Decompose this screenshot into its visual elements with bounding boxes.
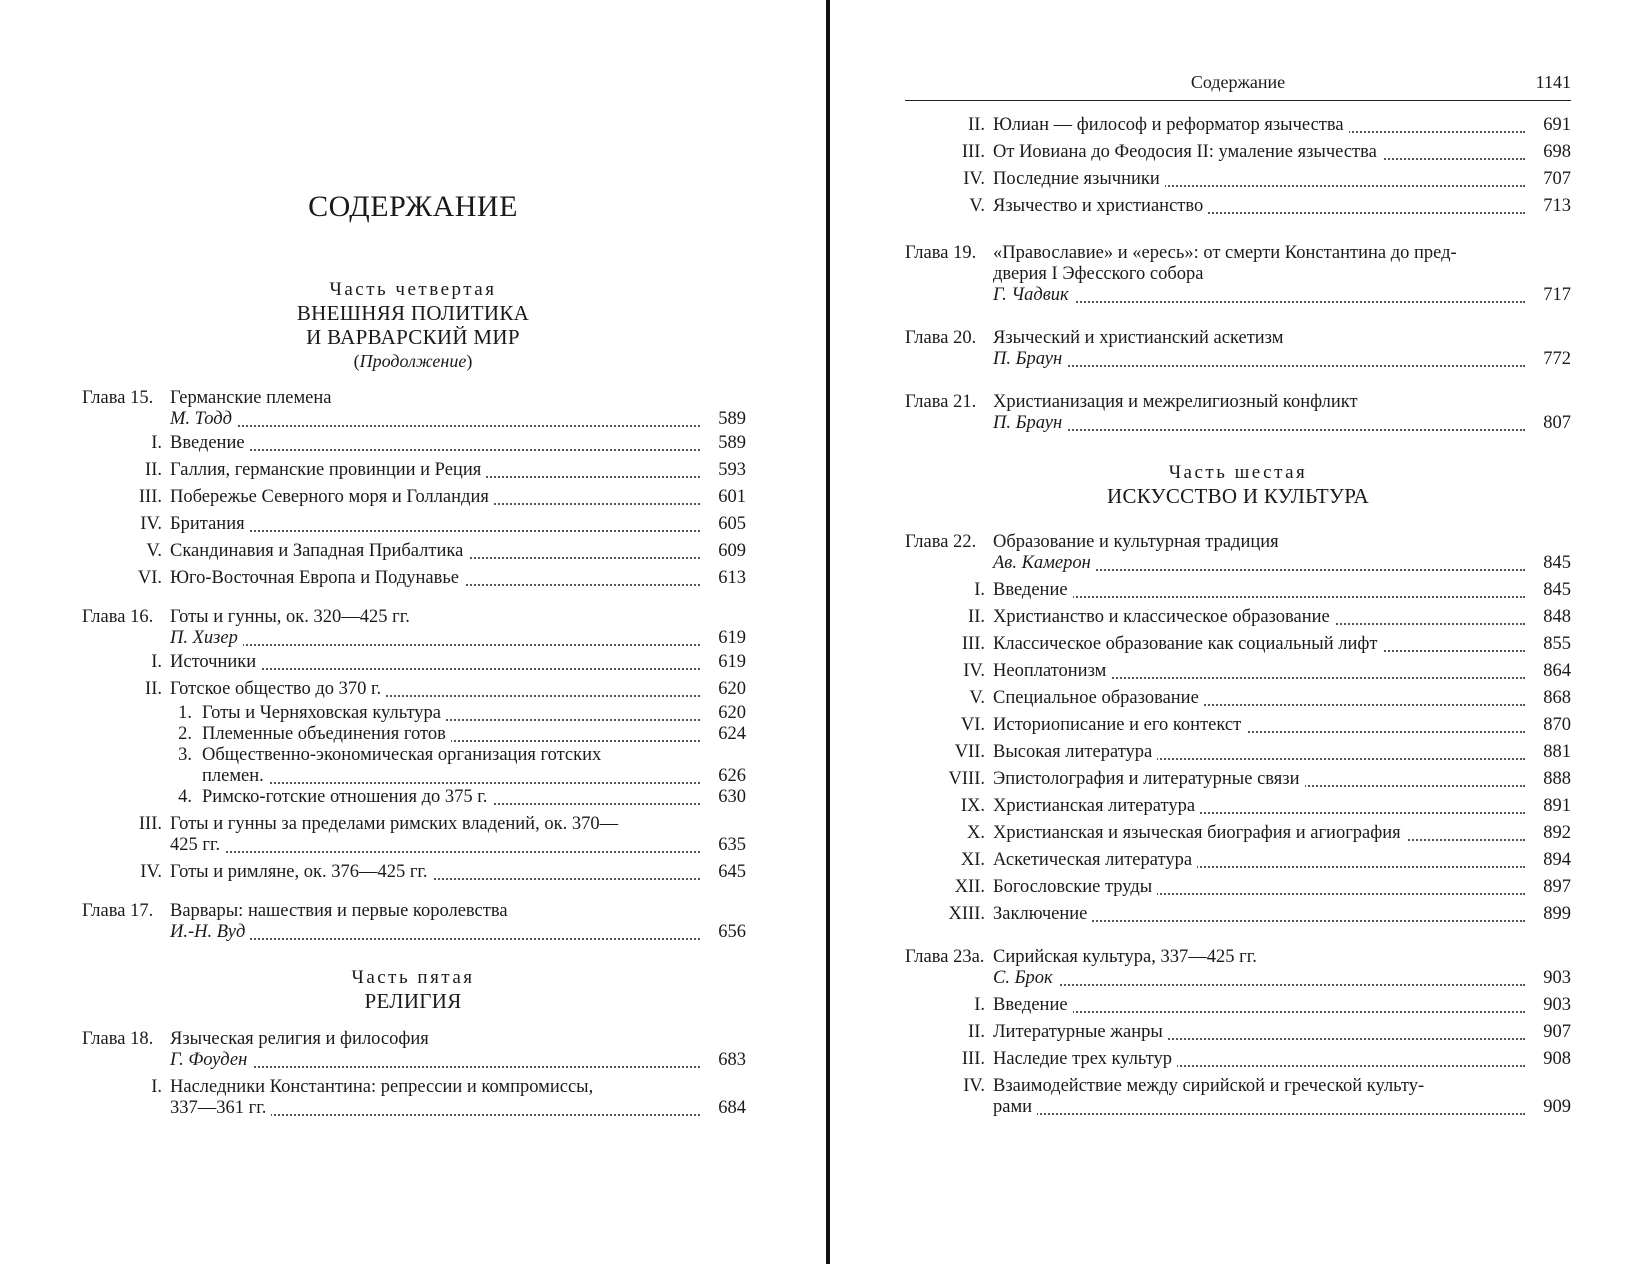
toc-item[interactable]: III. Побережье Северного моря и Голландия 601 — [82, 487, 746, 508]
chapter-19-author[interactable]: Г. Чадвик 717 — [905, 285, 1571, 306]
toc-item[interactable]: I. Наследники Константина: репрессии и компромиссы, 337—361 гг. 684 — [82, 1077, 746, 1119]
toc-subitem[interactable]: 1. Готы и Черняховская культура 620 — [82, 703, 746, 724]
toc-item[interactable]: II. Литературные жанры 907 — [905, 1022, 1571, 1043]
page-title: СОДЕРЖАНИЕ — [308, 190, 518, 223]
toc-item[interactable]: II. Юлиан — философ и реформатор язычества 691 — [905, 115, 1571, 136]
toc-subitem[interactable]: 3. Общественно-экономическая организация готских племен. 626 — [82, 745, 746, 787]
toc-item[interactable]: I. Источники 619 — [82, 652, 746, 673]
part4-title-line2: И ВАРВАРСКИЙ МИР — [306, 325, 520, 349]
toc-item[interactable]: IV. Последние язычники 707 — [905, 169, 1571, 190]
part6-heading — [905, 462, 1571, 508]
toc-item[interactable]: VI. Историописание и его контекст 870 — [905, 715, 1571, 736]
toc-left — [82, 388, 746, 1119]
chapter-23a-title[interactable]: Глава 23а. Сирийская культура, 337—425 гг. — [905, 947, 1571, 968]
toc-item[interactable]: III. Классическое образование как социальный лифт 855 — [905, 634, 1571, 655]
toc-item[interactable]: XI. Аскетическая литература 894 — [905, 850, 1571, 871]
part5-label: Часть пятая — [351, 967, 475, 988]
chapter-15-author[interactable]: М. Тодд 589 — [82, 409, 746, 430]
toc-item[interactable]: XIII. Заключение 899 — [905, 904, 1571, 925]
toc-item[interactable]: II. Христианство и классическое образование 848 — [905, 607, 1571, 628]
toc-right — [905, 115, 1571, 1118]
part6-title: ИСКУССТВО И КУЛЬТУРА — [1107, 484, 1369, 508]
toc-item[interactable]: II. Галлия, германские провинции и Реция 593 — [82, 460, 746, 481]
chapter-16-title[interactable]: Глава 16. Готы и гунны, ок. 320—425 гг. — [82, 607, 746, 628]
part4-continuation: (Продолжение) — [353, 351, 473, 371]
chapter-22-title[interactable]: Глава 22. Образование и культурная традиция — [905, 532, 1571, 553]
toc-item[interactable]: VIII. Эпистолография и литературные связи 888 — [905, 769, 1571, 790]
chapter-15-title[interactable]: Глава 15. Германские племена — [82, 388, 746, 409]
toc-item[interactable]: XII. Богословские труды 897 — [905, 877, 1571, 898]
chapter-21-author[interactable]: П. Браун 807 — [905, 413, 1571, 434]
chapter-19-title[interactable]: Глава 19. «Православие» и «ересь»: от смерти Константина до пред- дверия I Эфесского собора — [905, 243, 1457, 284]
toc-item[interactable]: IV. Взаимодействие между сирийской и греческой культу- рами 909 — [905, 1076, 1571, 1118]
part6-label: Часть шестая — [1168, 462, 1308, 483]
toc-item[interactable]: X. Христианская и языческая биография и агиография 892 — [905, 823, 1571, 844]
chapter-18-author[interactable]: Г. Фоуден 683 — [82, 1050, 746, 1071]
running-title: Содержание — [1190, 72, 1286, 92]
right-page — [830, 0, 1651, 1264]
toc-item[interactable]: VII. Высокая литература 881 — [905, 742, 1571, 763]
part4-heading — [0, 279, 826, 373]
toc-item[interactable]: IV. Британия 605 — [82, 514, 746, 535]
chapter-20-author[interactable]: П. Браун 772 — [905, 349, 1571, 370]
toc-item[interactable]: V. Язычество и христианство 713 — [905, 196, 1571, 217]
toc-item[interactable]: IV. Готы и римляне, ок. 376—425 гг. 645 — [82, 862, 746, 883]
chapter-16-author[interactable]: П. Хизер 619 — [82, 628, 746, 649]
toc-item[interactable]: IV. Неоплатонизм 864 — [905, 661, 1571, 682]
toc-item[interactable]: V. Специальное образование 868 — [905, 688, 1571, 709]
part4-label: Часть четвертая — [329, 279, 497, 300]
toc-item[interactable]: I. Введение 845 — [905, 580, 1571, 601]
toc-item[interactable]: III. Готы и гунны за пределами римских владений, ок. 370— 425 гг. 635 — [82, 814, 746, 856]
toc-subitem[interactable]: 2. Племенные объединения готов 624 — [82, 724, 746, 745]
running-header — [905, 66, 1571, 101]
page-number: 1141 — [1535, 72, 1571, 92]
chapter-17-author[interactable]: И.-Н. Вуд 656 — [82, 922, 746, 943]
chapter-17-title[interactable]: Глава 17. Варвары: нашествия и первые королевства — [82, 901, 746, 922]
chapter-21-title[interactable]: Глава 21. Христианизация и межрелигиозный конфликт — [905, 392, 1571, 413]
toc-item[interactable]: III. От Иовиана до Феодосия II: умаление язычества 698 — [905, 142, 1571, 163]
chapter-22-author[interactable]: Ав. Камерон 845 — [905, 553, 1571, 574]
toc-item[interactable]: II. Готское общество до 370 г. 620 — [82, 679, 746, 700]
toc-item[interactable]: VI. Юго-Восточная Европа и Подунавье 613 — [82, 568, 746, 589]
toc-item[interactable]: IX. Христианская литература 891 — [905, 796, 1571, 817]
chapter-20-title[interactable]: Глава 20. Языческий и христианский аскетизм — [905, 328, 1571, 349]
part5-title: РЕЛИГИЯ — [364, 989, 462, 1013]
part4-title-line1: ВНЕШНЯЯ ПОЛИТИКА — [296, 301, 530, 325]
toc-item[interactable]: I. Введение 589 — [82, 433, 746, 454]
chapter-18-title[interactable]: Глава 18. Языческая религия и философия — [82, 1029, 746, 1050]
toc-subitem[interactable]: 4. Римско-готские отношения до 375 г. 630 — [82, 787, 746, 808]
part5-heading — [0, 967, 826, 1013]
chapter-23a-author[interactable]: С. Брок 903 — [905, 968, 1571, 989]
toc-item[interactable]: I. Введение 903 — [905, 995, 1571, 1016]
toc-item[interactable]: III. Наследие трех культур 908 — [905, 1049, 1571, 1070]
toc-item[interactable]: V. Скандинавия и Западная Прибалтика 609 — [82, 541, 746, 562]
